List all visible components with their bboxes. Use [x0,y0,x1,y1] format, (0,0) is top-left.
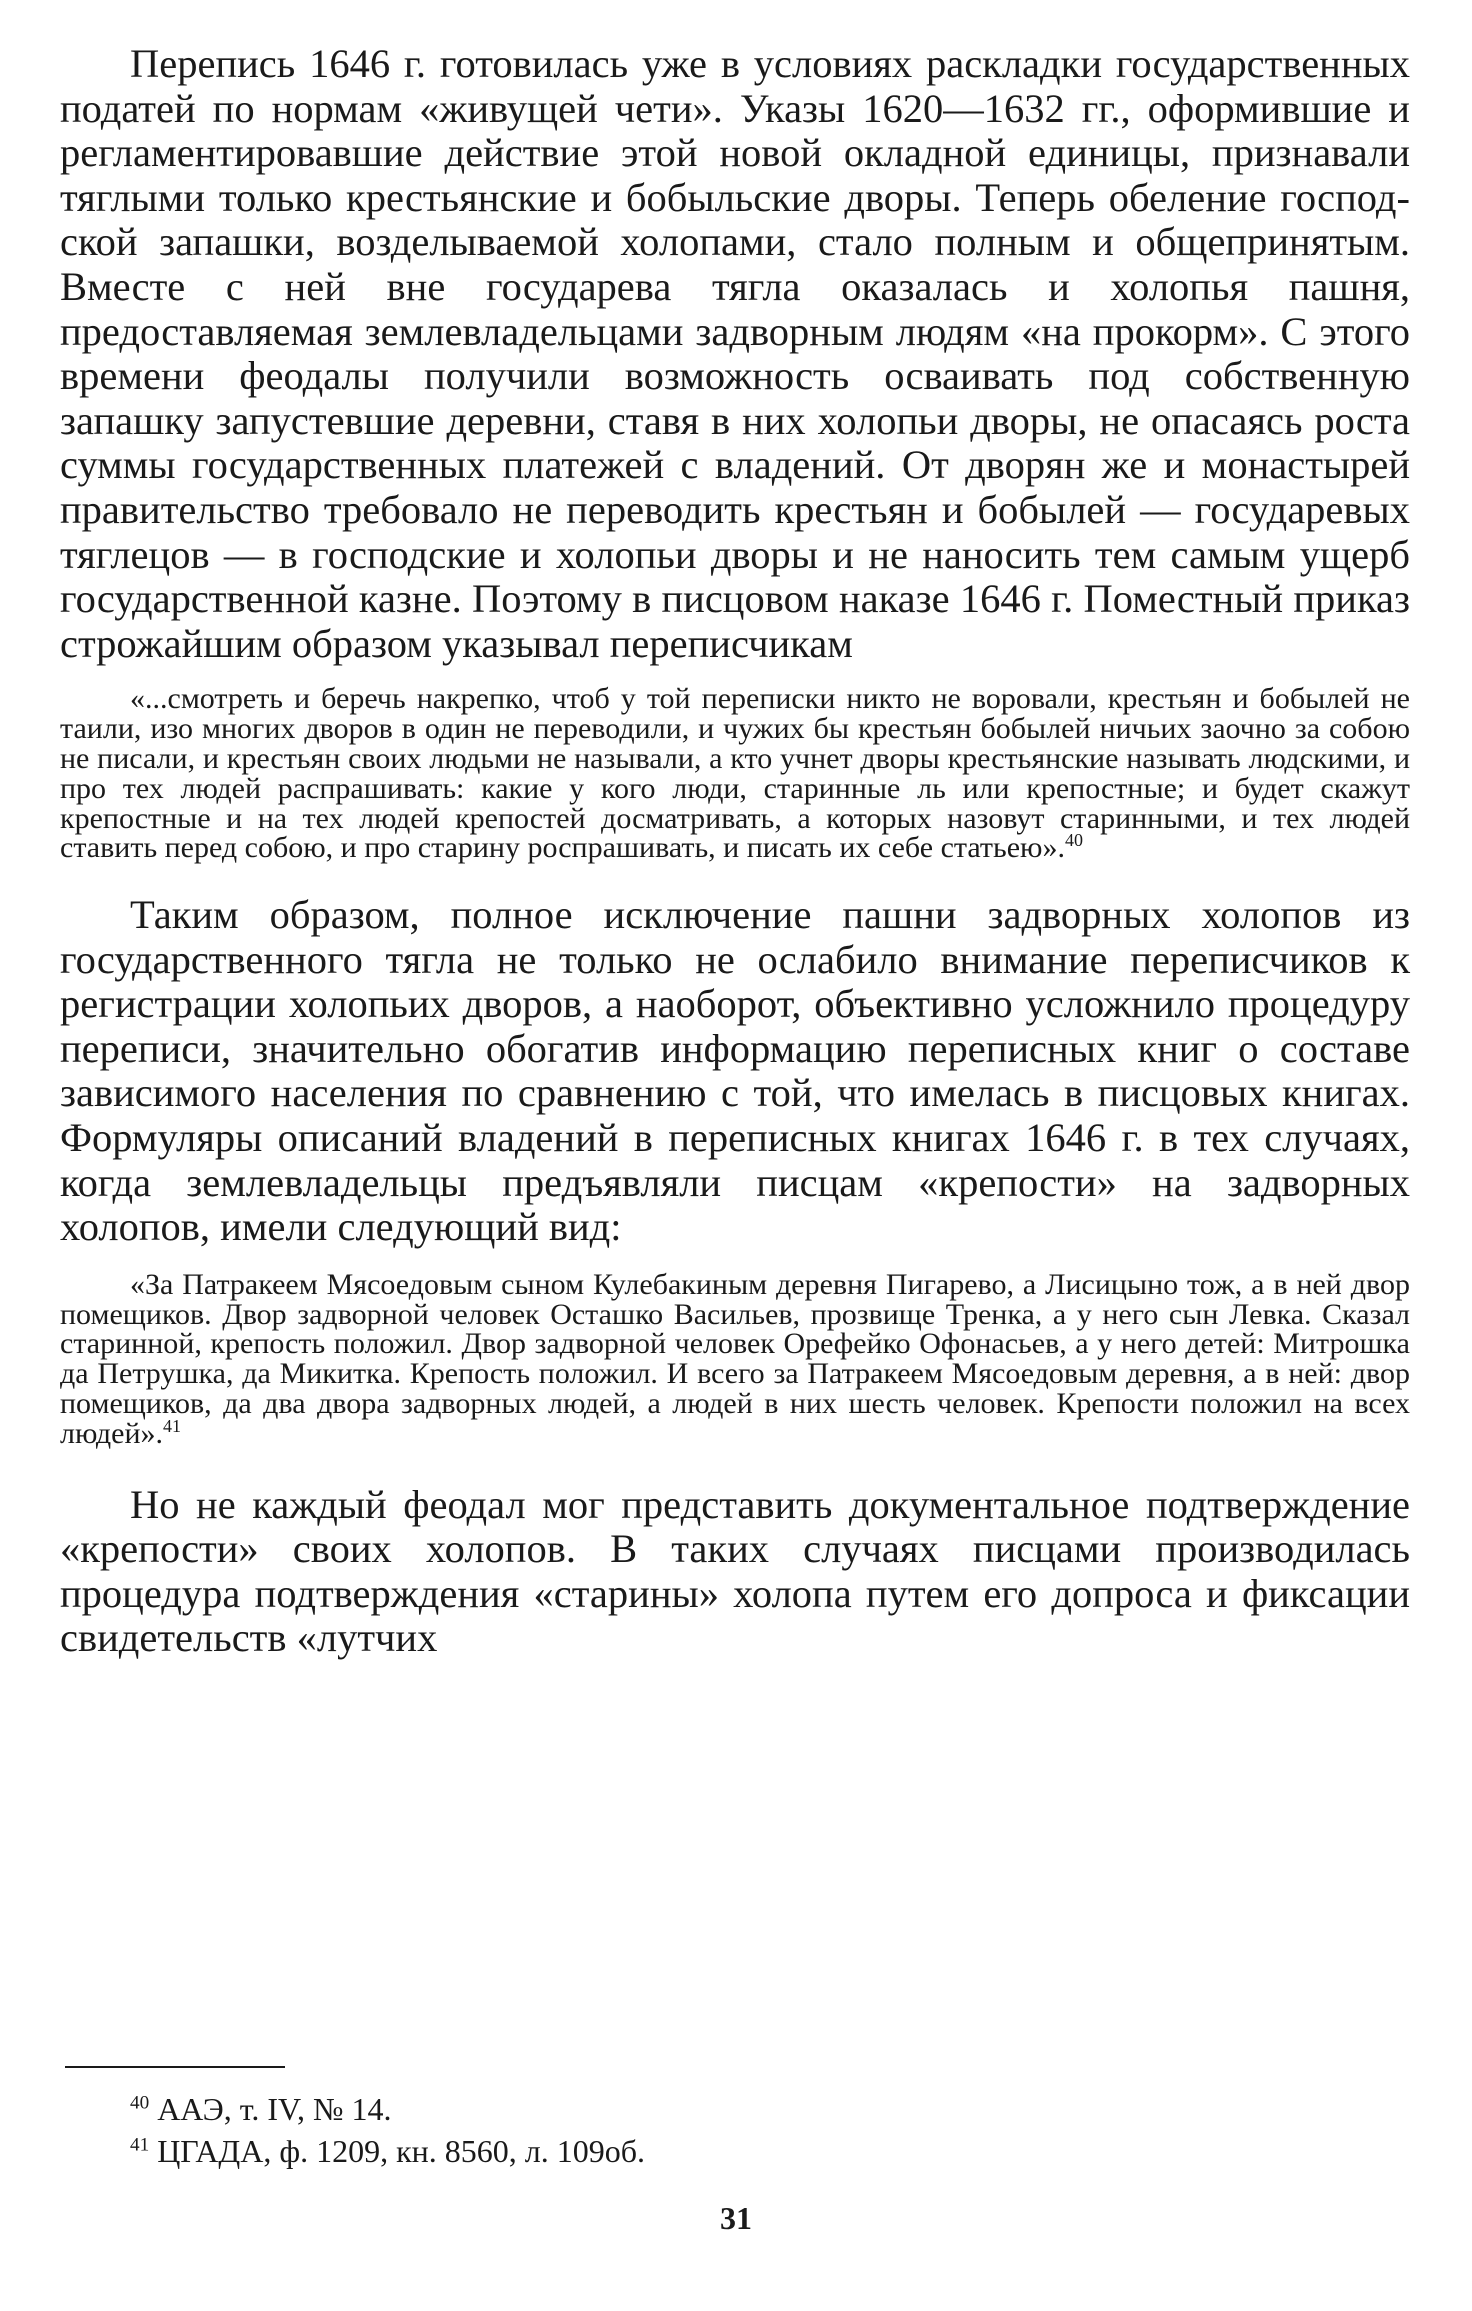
footnote-divider [65,2066,285,2068]
footnote-text: ААЭ, т. IV, № 14. [157,2091,392,2127]
paragraph-3 [60,1483,1410,1661]
footnote-ref-40: 40 [1064,830,1083,851]
footnote-text: ЦГАДА, ф. 1209, кн. 8560, л. 109об. [157,2133,646,2169]
footnote-41 [130,2130,645,2172]
quotation-1-text: «...смотреть и беречь накрепко, чтоб у той переписки никто не воровали, крестьян и бобылей не таили, изо многих дворов в один не переводили, и чужих бы крестьян бобылей ничьих заочно за собою не писали, и крестьян своих людьми не называли, а кто учнет дворы крестьянские называть людскими, и про тех людей распрашивать: какие у кого люди, старинные ль или крепостные; и будет скажут крепостные и на тех людей крепостей досматривать, а которых назовут старинными, и тех людей ставить перед собою, и про старину роспрашивать, и писать их себе статьею». [60,682,1410,865]
paragraph-2 [60,893,1410,1250]
page-number: 31 [720,2200,752,2236]
paragraph-1 [60,42,1410,666]
footnote-40 [130,2088,645,2130]
footnotes [130,2088,645,2172]
paragraph-1-text: Перепись 1646 г. готовилась уже в условиях раскладки государственных податей по нормам «живущей чети». Указы 1620—1632 гг., оформившие и регламентировавшие действие этой новой окладной единицы, признавали тяглыми только крестьянские и бобыльские дворы. Теперь обеление господской запашки, возделываемой холопами, стало полным и общепринятым. Вместе с ней вне государева тягла оказалась и холопья пашня, предоставляемая землевладельцами задворным людям «на прокорм». С этого времени феодалы получили возможность осваивать под собственную запашку запустевшие деревни, ставя в них холопьи дворы, не опасаясь роста суммы государственных платежей с владений. От дворян же и монастырей правительство требовало не переводить крестьян и бобылей — государевых тяглецов — в господские и холопьи дворы и не наносить тем самым ущерб государственной казне. Поэтому в писцовом наказе 1646 г. Поместный приказ строжайшим образом указывал переписчикам [60,41,1410,666]
quotation-1 [60,684,1410,863]
quotation-2 [60,1267,1410,1450]
footnote-number: 40 [130,2092,150,2114]
page-body [60,42,1410,1661]
paragraph-2-text: Таким образом, полное исключение пашни задворных холопов из государственного тягла не только не ослабило внимание переписчиков к регистрации холопьих дворов, а наоборот, объективно усложнило процедуру переписи, значительно обогатив информацию переписных книг о составе зависимого населения по сравнению с той, что имелась в писцовых книгах. Формуляры описаний владений в переписных книгах 1646 г. в тех случаях, когда землевладельцы предъявляли писцам «крепости» на задворных холопов, имели следующий вид: [60,892,1410,1250]
quotation-2-text: «За Патракеем Мясоедовым сыном Кулебакиным деревня Пигарево, а Лисицыно тож, а в ней двор помещиков. Двор задворной человек Осташко Васильев, прозвище Тренка, а у него сын Левка. Сказал старинной, крепость положил. Двор задворной человек Орефейко Офонасьев, а у него детей: Митрошка да Петрушка, да Микитка. Крепость положил. И всего за Патракеем Мясоедовым деревня, а в ней: двор помещиков, да два двора задворных людей, а людей в них шесть человек. Крепости положил на всех людей». [60,1267,1410,1450]
paragraph-3-text: Но не каждый феодал мог представить документальное подтверждение «крепости» своих холопов. В таких случаях писцами производилась процедура подтверждения «старины» холопа путем его допроса и фиксации свидетельств «лутчих [60,1481,1410,1661]
footnote-number: 41 [130,2134,150,2156]
footnote-ref-41: 41 [163,1415,181,1436]
